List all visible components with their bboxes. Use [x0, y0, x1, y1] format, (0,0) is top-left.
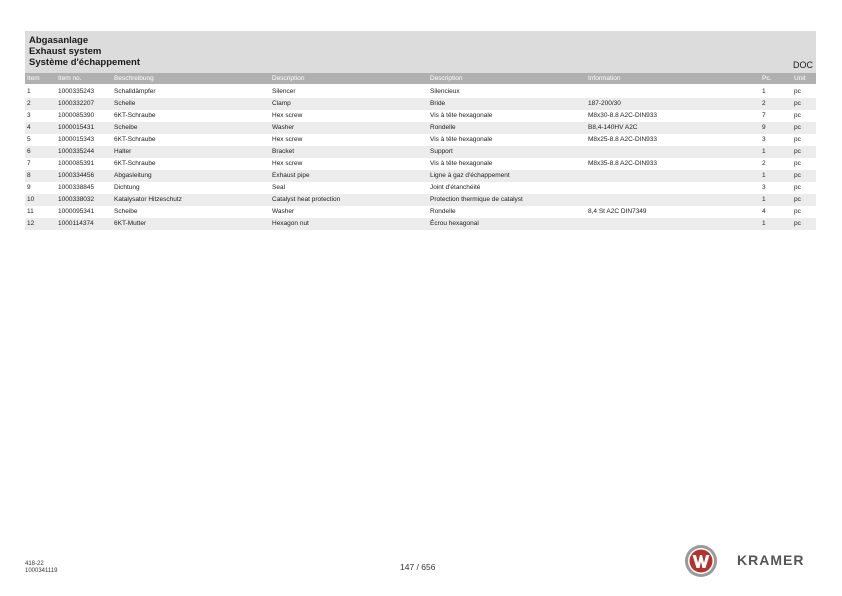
title-german: Abgasanlage — [29, 35, 89, 46]
table-row — [25, 218, 816, 230]
cell-description-fr: Joint d'étanchéité — [430, 184, 481, 191]
cell-pc: 1 — [762, 196, 766, 203]
cell-pc: 4 — [762, 208, 766, 215]
cell-pc: 2 — [762, 100, 766, 107]
cell-unit: pc — [794, 196, 801, 203]
table-row — [25, 110, 816, 122]
cell-unit: pc — [794, 136, 801, 143]
table-header — [25, 73, 816, 84]
cell-item-no: 1000095341 — [58, 208, 95, 215]
cell-beschreibung: Katalysator Hitzeschutz — [114, 196, 182, 203]
section-header — [25, 31, 816, 73]
cell-description-en: Hex screw — [272, 136, 303, 143]
table-row — [25, 98, 816, 110]
cell-description-en: Washer — [272, 208, 295, 215]
cell-unit: pc — [794, 148, 801, 155]
column-header-description-fr: Description — [430, 75, 463, 82]
cell-item: 7 — [27, 160, 31, 167]
cell-description-fr: Rondelle — [430, 208, 456, 215]
cell-item-no: 1000015431 — [58, 124, 95, 131]
table-row — [25, 86, 816, 98]
cell-description-en: Silencer — [272, 88, 296, 95]
cell-description-en: Catalyst heat protection — [272, 196, 341, 203]
cell-beschreibung: 6KT-Schraube — [114, 136, 156, 143]
cell-item: 3 — [27, 112, 31, 119]
cell-unit: pc — [794, 208, 801, 215]
cell-item-no: 1000334456 — [58, 172, 95, 179]
cell-pc: 3 — [762, 136, 766, 143]
cell-unit: pc — [794, 100, 801, 107]
cell-item: 2 — [27, 100, 31, 107]
table-row — [25, 206, 816, 218]
cell-pc: 2 — [762, 160, 766, 167]
cell-information: M8x30-8.8 A2C-DIN933 — [588, 112, 658, 119]
column-header-description-en: Description — [272, 75, 305, 82]
cell-description-fr: Vis à tête hexagonale — [430, 112, 493, 119]
cell-description-en: Exhaust pipe — [272, 172, 310, 179]
table-row — [25, 182, 816, 194]
doc-label: DOC — [793, 60, 813, 70]
cell-unit: pc — [794, 112, 801, 119]
cell-pc: 1 — [762, 172, 766, 179]
cell-description-fr: Rondelle — [430, 124, 456, 131]
cell-pc: 1 — [762, 220, 766, 227]
cell-item-no: 1000338845 — [58, 184, 95, 191]
cell-item-no: 1000335244 — [58, 148, 95, 155]
table-row — [25, 158, 816, 170]
table-row — [25, 134, 816, 146]
cell-item: 11 — [27, 208, 34, 215]
cell-beschreibung: 6KT-Schraube — [114, 160, 156, 167]
cell-item-no: 1000015343 — [58, 136, 95, 143]
cell-item: 8 — [27, 172, 31, 179]
cell-description-en: Hex screw — [272, 112, 303, 119]
cell-item: 1 — [27, 88, 31, 95]
cell-beschreibung: Dichtung — [114, 184, 140, 191]
cell-item-no: 1000335243 — [58, 88, 95, 95]
cell-description-en: Washer — [272, 124, 295, 131]
cell-beschreibung: Schelle — [114, 100, 136, 107]
cell-description-fr: Silencieux — [430, 88, 460, 95]
table-row — [25, 146, 816, 158]
cell-description-fr: Protection thermique de catalyst — [430, 196, 523, 203]
cell-description-en: Hex screw — [272, 160, 303, 167]
document-code — [25, 561, 57, 575]
cell-unit: pc — [794, 184, 801, 191]
cell-beschreibung: Schalldämpfer — [114, 88, 156, 95]
cell-beschreibung: 6KT-Schraube — [114, 112, 156, 119]
cell-information: M8x25-8.8 A2C-DIN933 — [588, 136, 658, 143]
cell-description-en: Seal — [272, 184, 286, 191]
cell-beschreibung: 6KT-Mutter — [114, 220, 147, 227]
title-english: Exhaust system — [29, 46, 102, 57]
cell-item-no: 1000338032 — [58, 196, 95, 203]
cell-unit: pc — [794, 172, 801, 179]
cell-unit: pc — [794, 124, 801, 131]
cell-pc: 1 — [762, 88, 766, 95]
cell-beschreibung: Scheibe — [114, 124, 138, 131]
cell-description-en: Hexagon nut — [272, 220, 309, 227]
cell-item: 9 — [27, 184, 31, 191]
cell-description-fr: Support — [430, 148, 453, 155]
cell-beschreibung: Scheibe — [114, 208, 138, 215]
cell-item: 10 — [27, 196, 35, 203]
parts-table — [25, 86, 816, 230]
cell-information: 187-200/30 — [588, 100, 621, 107]
page-number: 147 / 656 — [400, 562, 436, 572]
table-row — [25, 170, 816, 182]
cell-item: 4 — [27, 124, 31, 131]
kramer-w-logo-icon — [684, 544, 718, 578]
cell-pc: 7 — [762, 112, 766, 119]
document-code-line2: 1000341119 — [25, 568, 58, 574]
cell-description-fr: Bride — [430, 100, 446, 107]
cell-description-en: Clamp — [272, 100, 291, 107]
brand-name: KRAMER — [737, 552, 805, 568]
column-header-pc: Pc. — [762, 75, 772, 82]
cell-item: 12 — [27, 220, 35, 227]
cell-description-fr: Écrou hexagonal — [430, 220, 479, 227]
cell-description-fr: Vis à tête hexagonale — [430, 160, 493, 167]
cell-description-en: Bracket — [272, 148, 295, 155]
table-row — [25, 194, 816, 206]
cell-beschreibung: Abgasleitung — [114, 172, 152, 179]
cell-pc: 3 — [762, 184, 766, 191]
cell-item-no: 1000085390 — [58, 112, 95, 119]
column-header-information: Information — [588, 75, 621, 82]
cell-information: M8x35-8.8 A2C-DIN933 — [588, 160, 658, 167]
column-header-item: Item — [27, 75, 40, 82]
table-row — [25, 122, 816, 134]
title-french: Système d'échappement — [29, 57, 141, 68]
cell-beschreibung: Halter — [114, 148, 132, 155]
cell-item-no: 1000332207 — [58, 100, 95, 107]
cell-information: B8,4-140HV A2C — [588, 124, 638, 131]
cell-item-no: 1000085391 — [58, 160, 95, 167]
cell-item: 5 — [27, 136, 31, 143]
column-header-beschreibung: Beschreibung — [114, 75, 154, 82]
cell-unit: pc — [794, 88, 801, 95]
cell-pc: 9 — [762, 124, 766, 131]
cell-unit: pc — [794, 160, 801, 167]
cell-information: 8,4 St A2C DIN7349 — [588, 208, 647, 215]
cell-description-fr: Ligne à gaz d'échappement — [430, 172, 510, 179]
cell-description-fr: Vis à tête hexagonale — [430, 136, 493, 143]
cell-item: 6 — [27, 148, 31, 155]
column-header-unit: Unit — [794, 75, 806, 82]
cell-item-no: 1000114374 — [58, 220, 94, 227]
document-code-line1: 418-22 — [25, 561, 44, 567]
cell-unit: pc — [794, 220, 801, 227]
cell-pc: 1 — [762, 148, 766, 155]
column-header-item-no: Item no. — [58, 75, 82, 82]
